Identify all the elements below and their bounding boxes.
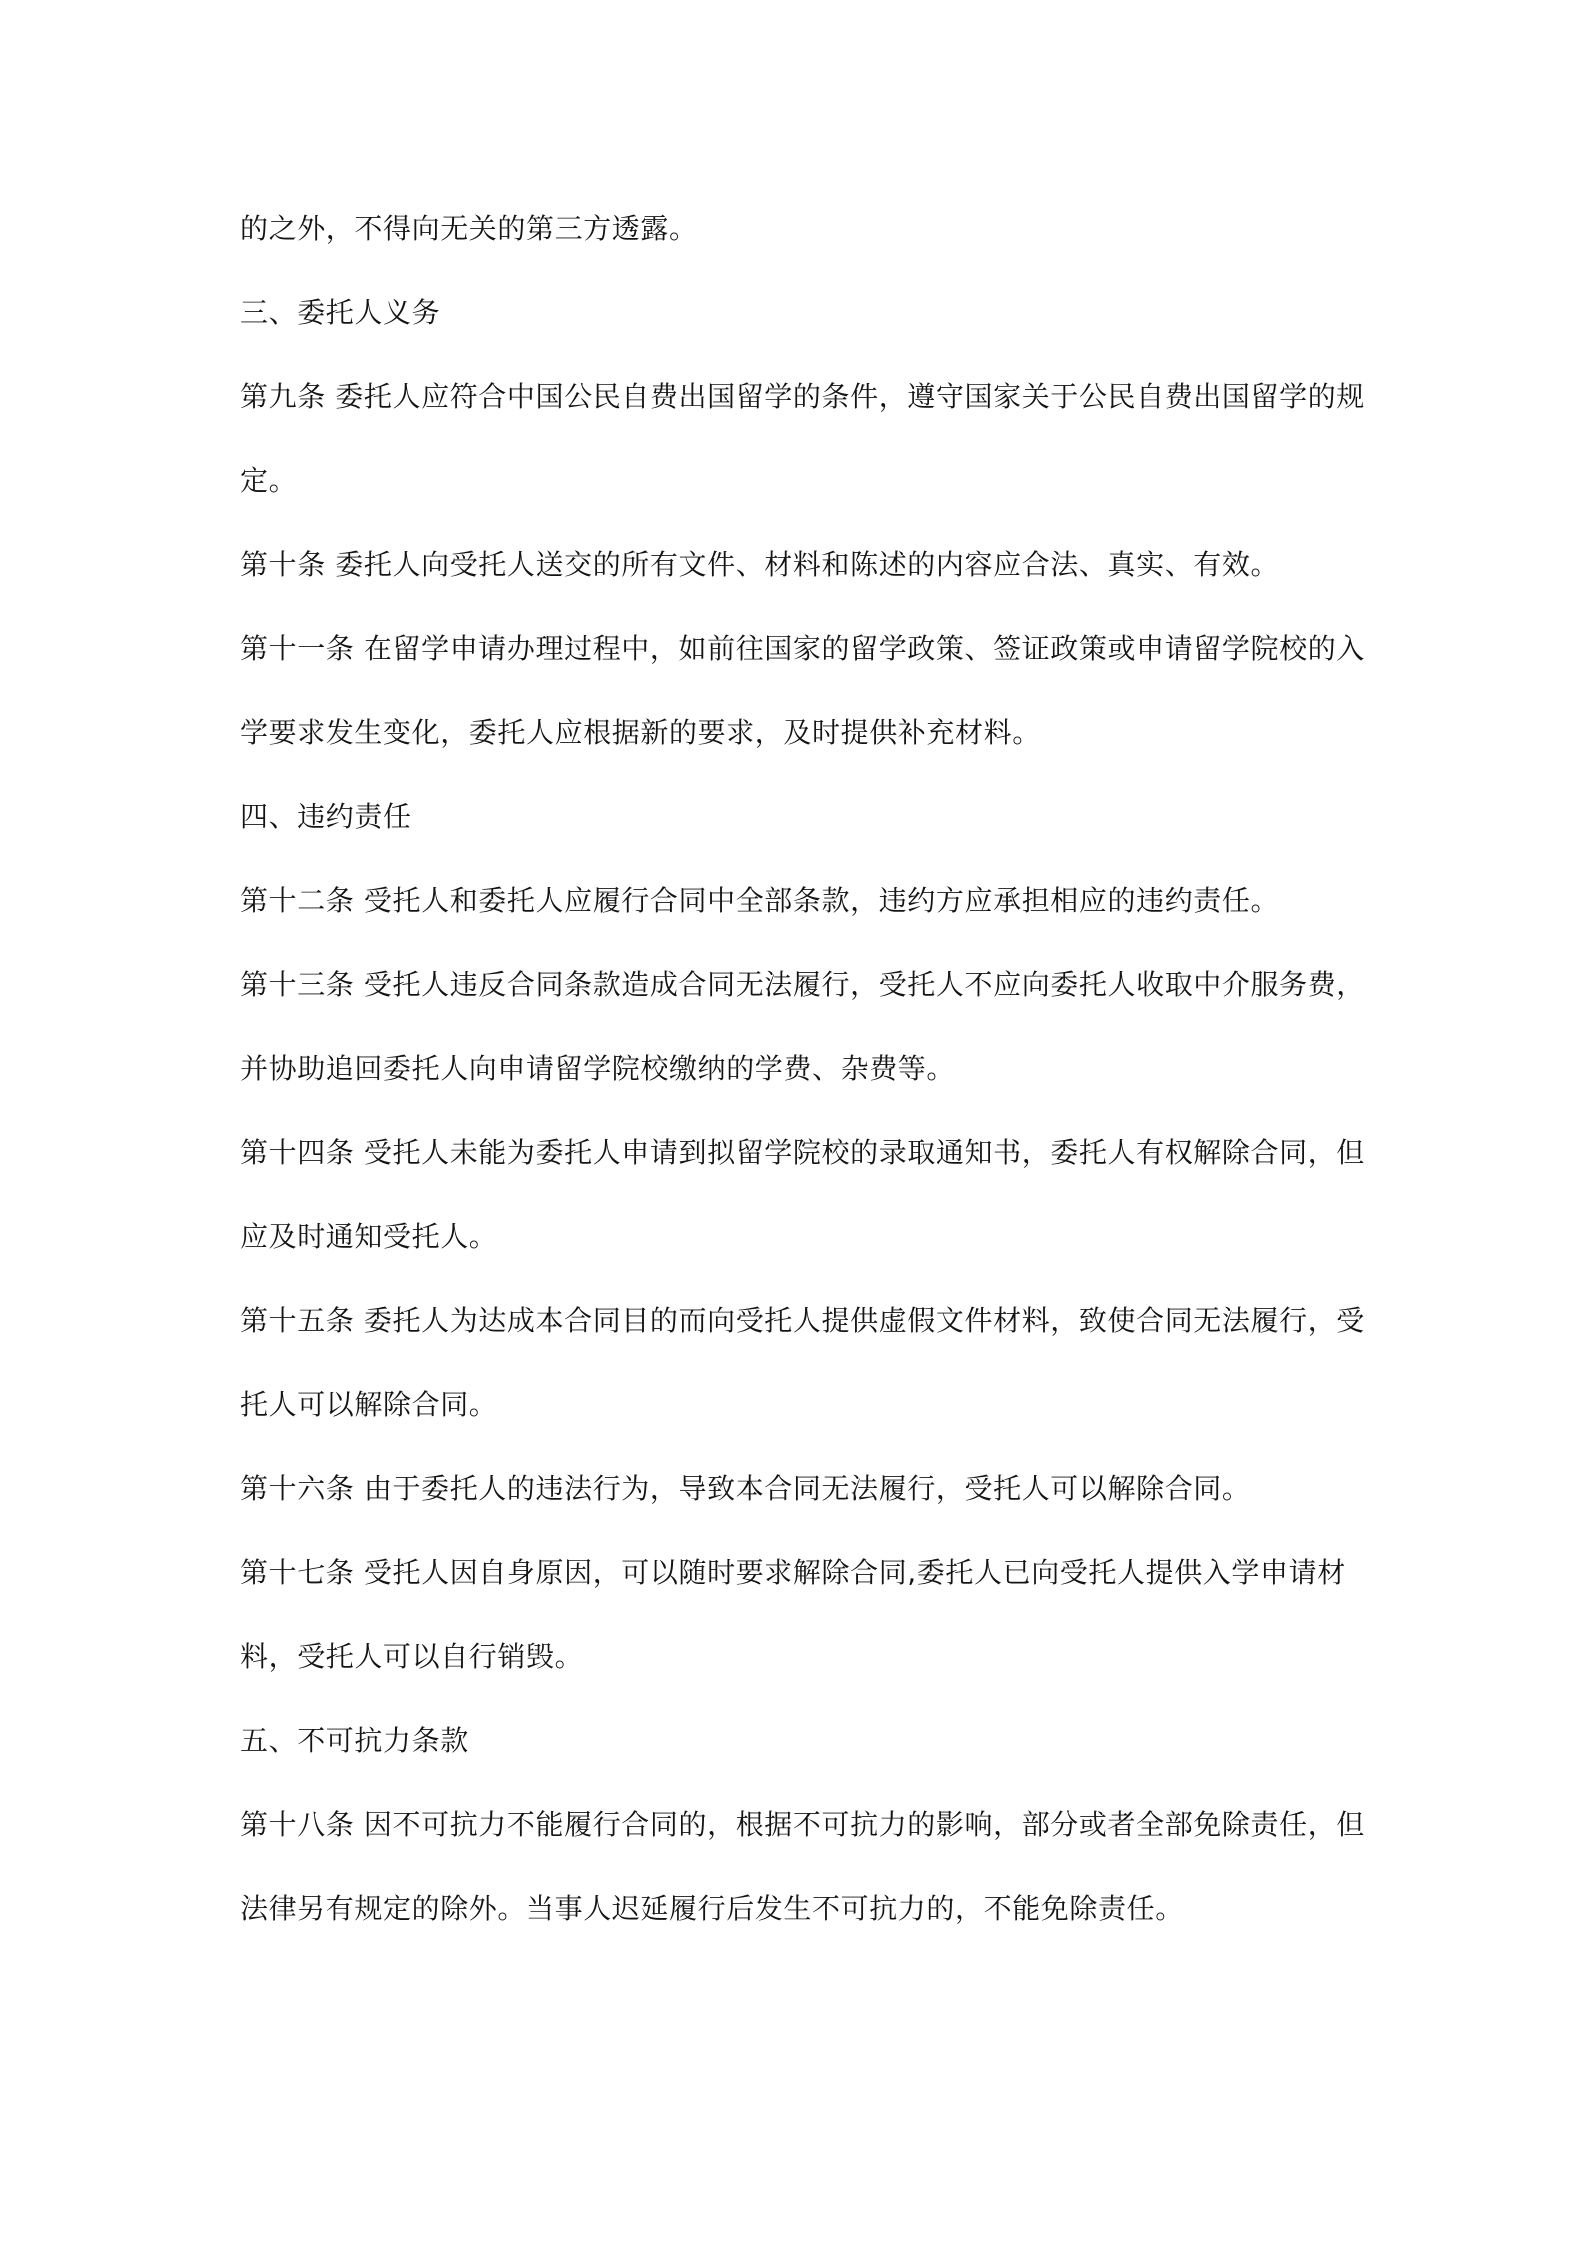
text-line: 学要求发生变化，委托人应根据新的要求，及时提供补充材料。 xyxy=(240,716,1041,749)
text-line: 料，受托人可以自行销毁。 xyxy=(240,1640,584,1673)
text-line: 第十八条 因不可抗力不能履行合同的，根据不可抗力的影响，部分或者全部免除责任，但 xyxy=(240,1808,1365,1841)
text-line: 法律另有规定的除外。当事人迟延履行后发生不可抗力的，不能免除责任。 xyxy=(240,1892,1184,1925)
text-line: 第十五条 委托人为达成本合同目的而向受托人提供虚假文件材料，致使合同无法履行，受 xyxy=(240,1304,1365,1337)
text-line: 第十二条 受托人和委托人应履行合同中全部条款，违约方应承担相应的违约责任。 xyxy=(240,884,1280,917)
text-line: 的之外，不得向无关的第三方透露。 xyxy=(240,212,698,245)
text-line: 第十四条 受托人未能为委托人申请到拟留学院校的录取通知书，委托人有权解除合同，但 xyxy=(240,1136,1365,1169)
section-heading: 五、不可抗力条款 xyxy=(240,1724,469,1757)
text-line: 第十三条 受托人违反合同条款造成合同无法履行，受托人不应向委托人收取中介服务费， xyxy=(240,968,1365,1001)
text-line: 第十七条 受托人因自身原因，可以随时要求解除合同,委托人已向受托人提供入学申请材 xyxy=(240,1556,1346,1589)
text-line: 第十条 委托人向受托人送交的所有文件、材料和陈述的内容应合法、真实、有效。 xyxy=(240,548,1280,581)
text-line: 并协助追回委托人向申请留学院校缴纳的学费、杂费等。 xyxy=(240,1052,956,1085)
text-line: 第十六条 由于委托人的违法行为，导致本合同无法履行，受托人可以解除合同。 xyxy=(240,1472,1251,1505)
section-heading: 四、违约责任 xyxy=(240,800,412,833)
text-line: 定。 xyxy=(240,464,298,497)
section-heading: 三、委托人义务 xyxy=(240,296,441,329)
text-line: 托人可以解除合同。 xyxy=(240,1388,498,1421)
text-line: 第十一条 在留学申请办理过程中，如前往国家的留学政策、签证政策或申请留学院校的入 xyxy=(240,632,1365,665)
text-line: 应及时通知受托人。 xyxy=(240,1220,498,1253)
text-line: 第九条 委托人应符合中国公民自费出国留学的条件，遵守国家关于公民自费出国留学的规 xyxy=(240,380,1365,413)
